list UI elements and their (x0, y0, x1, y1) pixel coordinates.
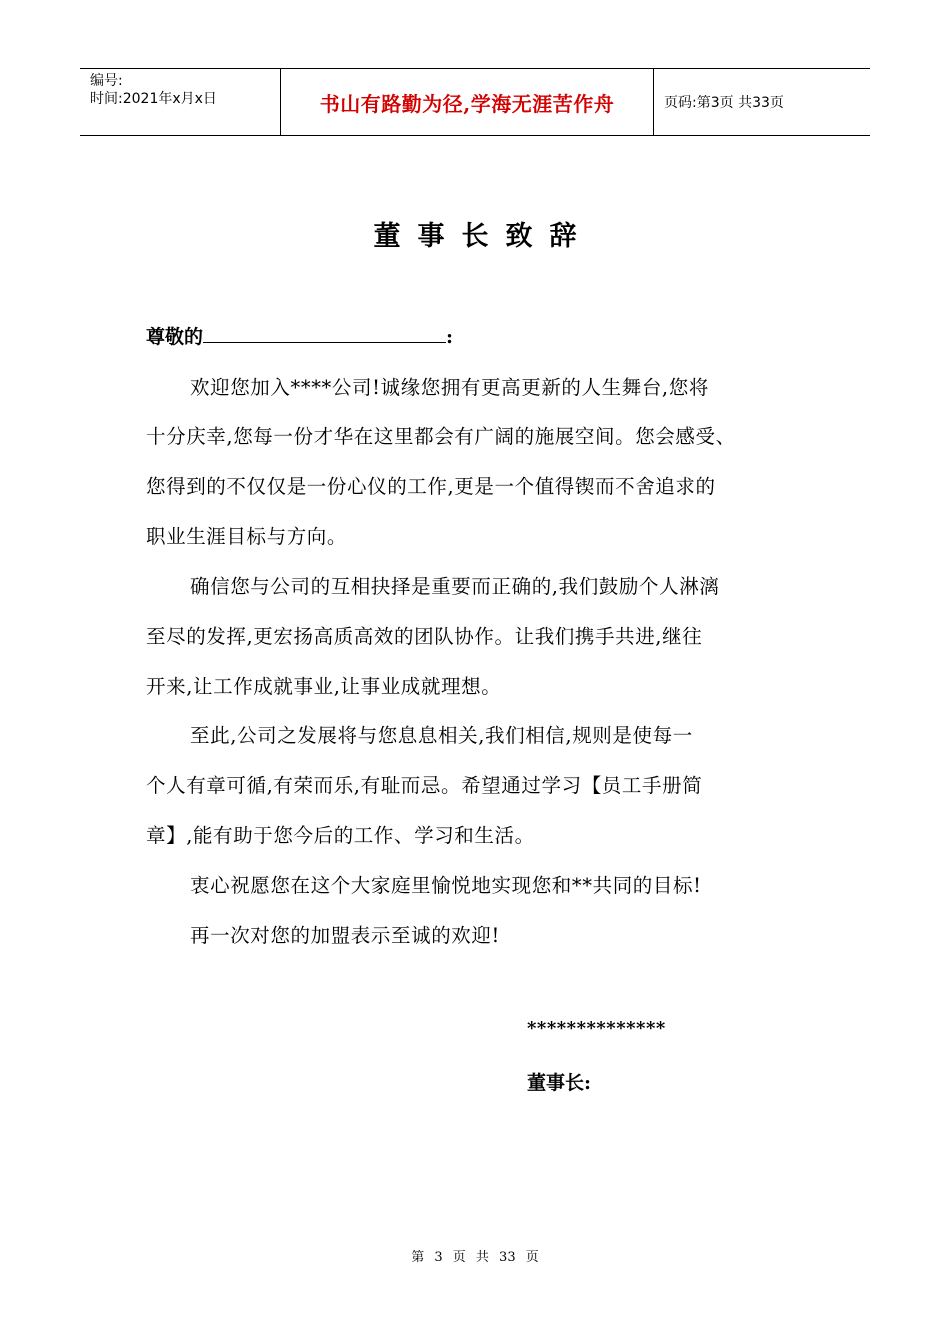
document-date: 时间:2021年x月x日 (90, 91, 217, 107)
page-header (80, 68, 870, 136)
body-line: 开来,让工作成就事业,让事业成就理想。 (146, 675, 502, 698)
header-left-cell (80, 69, 281, 135)
page-title: 董事长致辞 (373, 221, 594, 252)
page-footer: 第 3 页 共 33 页 (411, 1250, 539, 1265)
body-line: 章】,能有助于您今后的工作、学习和生活。 (146, 824, 535, 847)
header-motto: 书山有路勤为径,学海无涯苦作舟 (281, 69, 654, 135)
body-line: 至此,公司之发展将与您息息相关,我们相信,规则是使每一 (190, 724, 693, 747)
body-line: 职业生涯目标与方向。 (146, 525, 348, 548)
document-number-label: 编号: (90, 73, 123, 89)
greeting (146, 320, 453, 349)
recipient-blank-line (203, 320, 446, 343)
body-line: 确信您与公司的互相抉择是重要而正确的,我们鼓励个人淋漓 (190, 575, 720, 598)
body-line: 十分庆幸,您每一份才华在这里都会有广阔的施展空间。您会感受、 (146, 425, 736, 448)
body-line: 衷心祝愿您在这个大家庭里愉悦地实现您和**共同的目标! (190, 874, 702, 897)
signature-title: 董事长: (527, 1072, 592, 1094)
greeting-prefix: 尊敬的 (146, 326, 204, 348)
signature-stars: ************** (527, 1018, 666, 1039)
body-line: 个人有章可循,有荣而乐,有耻而忌。希望通过学习【员工手册简 (146, 774, 703, 797)
body-line: 至尽的发挥,更宏扬高质高效的团队协作。让我们携手共进,继往 (146, 625, 703, 648)
body-line: 欢迎您加入****公司!诚缘您拥有更高更新的人生舞台,您将 (190, 376, 709, 399)
greeting-suffix: : (446, 326, 454, 348)
body-line: 再一次对您的加盟表示至诚的欢迎! (190, 924, 500, 947)
body-line: 您得到的不仅仅是一份心仪的工作,更是一个值得锲而不舍追求的 (146, 475, 716, 498)
header-page-info: 页码:第3页 共33页 (664, 95, 784, 111)
